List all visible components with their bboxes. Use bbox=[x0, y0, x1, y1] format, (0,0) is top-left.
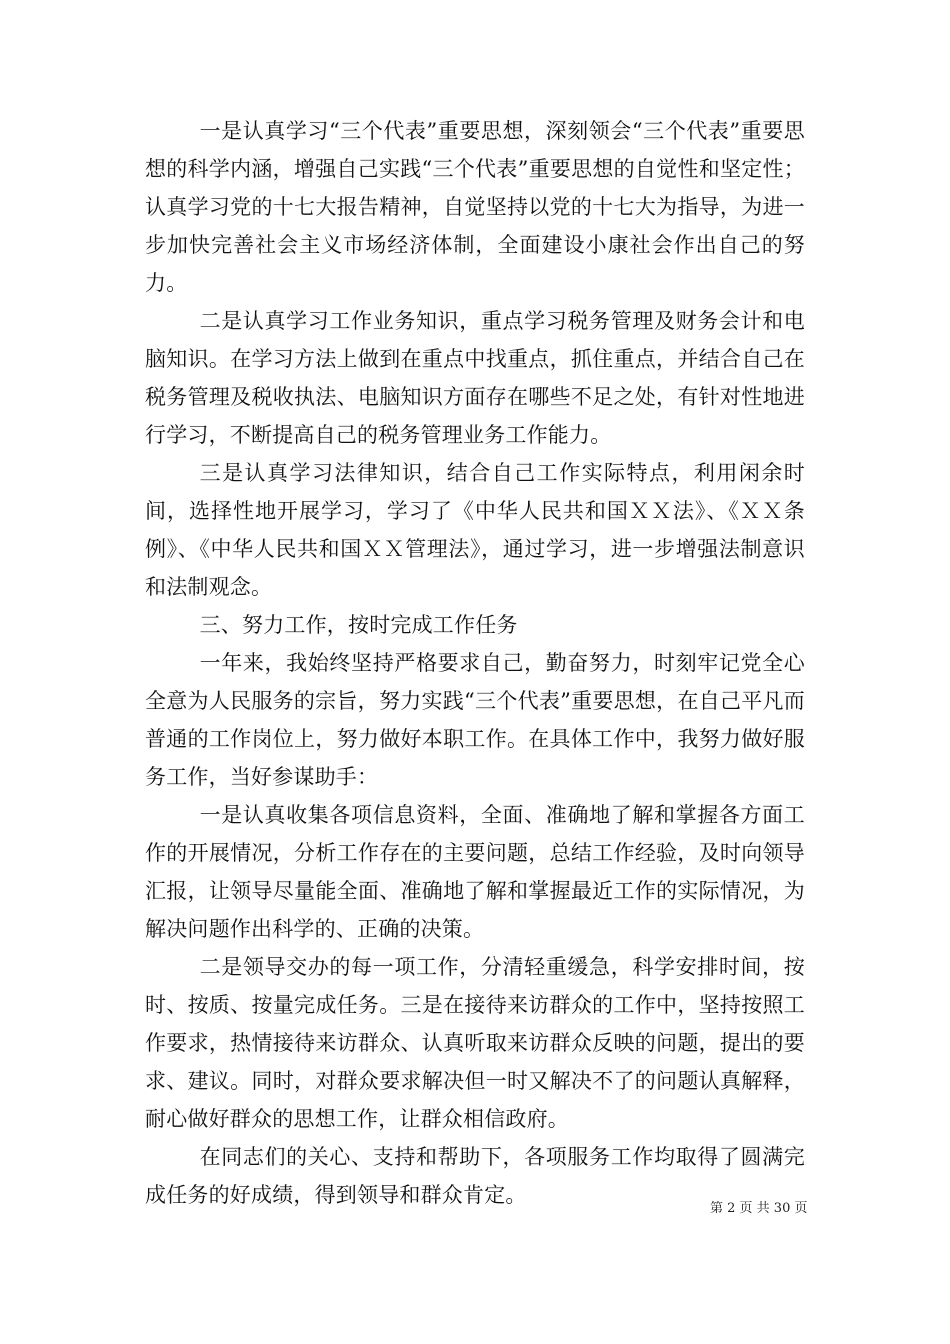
paragraph-study-theory: 一是认真学习“三个代表”重要思想，深刻领会“三个代表”重要思想的科学内涵，增强自己实践“三个代表”重要思想的自觉性和坚定性；认真学习党的十七大报告精神，自觉坚持以党的十七大为指导，为进一步加快完善社会主义市场经济体制，全面建设小康社会作出自己的努力。 bbox=[145, 119, 805, 295]
paragraph-conclusion: 在同志们的关心、支持和帮助下，各项服务工作均取得了圆满完成任务的好成绩，得到领导和群众肯定。 bbox=[145, 1145, 805, 1207]
document-body bbox=[145, 112, 808, 1216]
section-heading: 三、努力工作，按时完成工作任务 bbox=[199, 613, 518, 637]
paragraph-study-business: 二是认真学习工作业务知识，重点学习税务管理及财务会计和电脑知识。在学习方法上做到在重点中找重点，抓住重点，并结合自己在税务管理及税收执法、电脑知识方面存在哪些不足之处，有针对性地进行学习，不断提高自己的税务管理业务工作能力。 bbox=[145, 309, 805, 447]
page-number: 第 2 页 共 30 页 bbox=[710, 1201, 808, 1216]
paragraph-study-law: 三是认真学习法律知识，结合自己工作实际特点，利用闲余时间，选择性地开展学习，学习了《中华人民共和国ＸＸ法》、《ＸＸ条例》、《中华人民共和国ＸＸ管理法》，通过学习，进一步增强法制意识和法制观念。 bbox=[145, 461, 805, 599]
paragraph-year-summary: 一年来，我始终坚持严格要求自己，勤奋努力，时刻牢记党全心全意为人民服务的宗旨，努力实践“三个代表”重要思想，在自己平凡而普通的工作岗位上，努力做好本职工作。在具体工作中，我努力做好服务工作，当好参谋助手： bbox=[145, 651, 805, 789]
paragraph-collect-info: 一是认真收集各项信息资料，全面、准确地了解和掌握各方面工作的开展情况，分析工作存在的主要问题，总结工作经验，及时向领导汇报，让领导尽量能全面、准确地了解和掌握最近工作的实际情况，为解决问题作出科学的、正确的决策。 bbox=[145, 803, 805, 941]
paragraph-leader-tasks: 二是领导交办的每一项工作，分清轻重缓急，科学安排时间，按时、按质、按量完成任务。三是在接待来访群众的工作中，坚持按照工作要求，热情接待来访群众、认真听取来访群众反映的问题，提出的要求、建议。同时，对群众要求解决但一时又解决不了的问题认真解释，耐心做好群众的思想工作，让群众相信政府。 bbox=[145, 955, 805, 1131]
